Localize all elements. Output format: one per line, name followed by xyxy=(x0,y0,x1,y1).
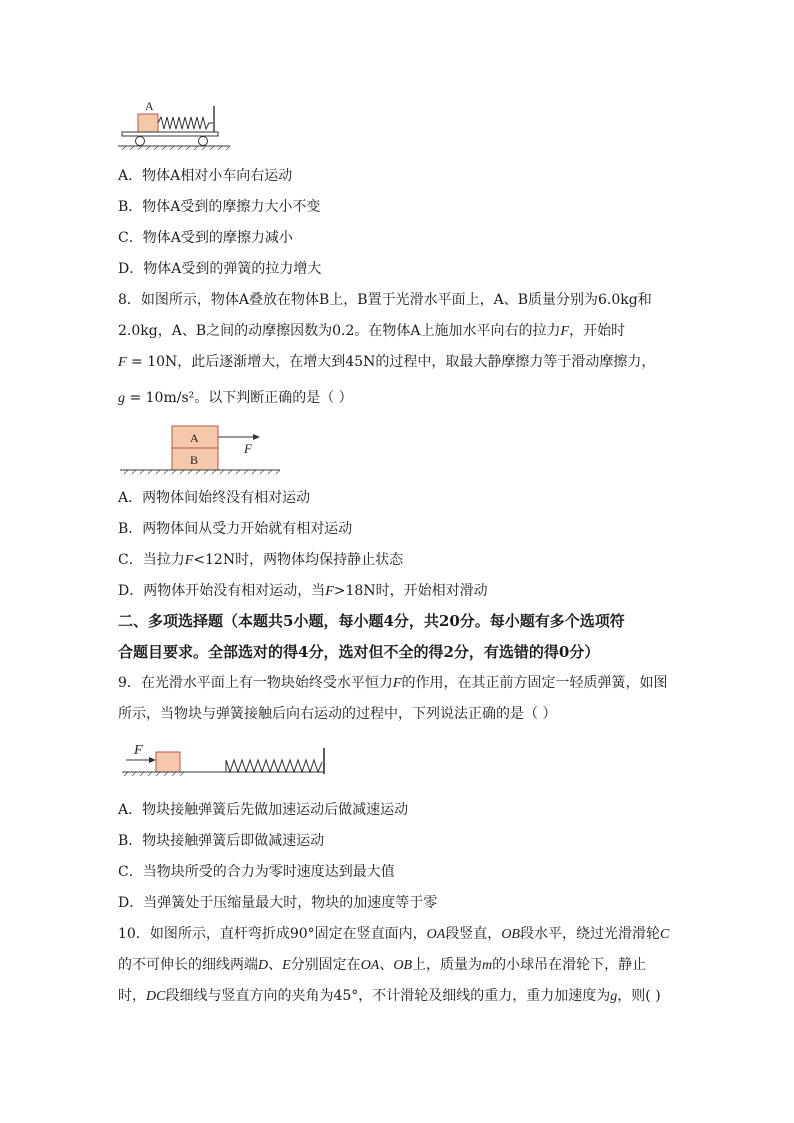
block-a xyxy=(138,114,158,132)
q10-var: g xyxy=(610,989,618,1004)
q8-text: 。以下判断正确的是（ ） xyxy=(194,390,353,406)
q9-option-a: A．物块接触弹簧后先做加速运动后做减速运动 xyxy=(118,802,409,818)
q8-force-value: = 10N xyxy=(126,354,178,370)
q10-var: m xyxy=(482,958,493,973)
q10-text: 上，质量为 xyxy=(412,957,483,973)
q10-var: OB xyxy=(501,927,520,942)
q10-text: 时， xyxy=(118,988,146,1004)
cart-wheel-right xyxy=(199,137,208,146)
q8-text: ，此后逐渐增大，在增大到45N的过程中，取最大静摩擦力等于滑动摩擦力， xyxy=(177,354,656,370)
spring xyxy=(158,117,213,129)
q8-mass-a: 6.0kg xyxy=(598,292,638,308)
q10-stem-line3 xyxy=(118,986,661,1007)
ground-hatch xyxy=(124,470,280,474)
q10-var: C xyxy=(659,927,670,942)
q8-option-b: B．两物体间从受力开始就有相对运动 xyxy=(118,521,353,537)
q10-var: OA xyxy=(426,927,446,942)
fig7-label-a: A xyxy=(145,99,154,113)
q8-stem-line1 xyxy=(118,290,652,310)
q8-stem-line3 xyxy=(118,352,655,373)
fig8-label-f: F xyxy=(244,441,252,456)
q8-var-f: F xyxy=(560,324,570,339)
fig8-label-a: A xyxy=(190,431,199,445)
q8-option-c xyxy=(118,550,403,571)
q7-option-c: C．物体A受到的摩擦力减小 xyxy=(118,230,293,246)
q8-mass-b: 2.0kg xyxy=(118,323,158,339)
block xyxy=(156,752,180,772)
q8-g-value: = 10m/s² xyxy=(125,390,195,406)
q10-text: 的小球吊在滑轮下，静止 xyxy=(492,957,647,973)
q10-text: 、 xyxy=(268,957,283,973)
q9-option-c: C．当物块所受的合力为零时速度达到最大值 xyxy=(118,864,395,880)
q10-stem-line1 xyxy=(118,924,669,945)
q8-var-g: g xyxy=(118,391,125,406)
q10-var: OA xyxy=(360,958,380,973)
q8-stem-line2 xyxy=(118,321,625,342)
spring xyxy=(226,760,322,772)
q8-text: <12N时，两物体均保持静止状态 xyxy=(193,552,404,568)
q9-option-b: B．物块接触弹簧后即做减速运动 xyxy=(118,833,325,849)
figure-stacked-blocks xyxy=(118,422,288,476)
q8-option-a: A．两物体间始终没有相对运动 xyxy=(118,490,311,506)
section2-heading-line2: 合题目要求。全部选对的得4分，选对但不全的得2分，有选错的得0分） xyxy=(118,643,600,661)
force-arrow-head xyxy=(253,434,260,440)
q9-var-f: F xyxy=(392,676,402,691)
ground-hatch xyxy=(122,146,230,150)
q8-option-d xyxy=(118,581,488,602)
ground-hatch xyxy=(124,772,184,776)
fig8-label-b: B xyxy=(190,453,199,467)
q10-var: D xyxy=(258,958,269,973)
q10-stem-line2 xyxy=(118,955,646,976)
q10-text: 的不可伸长的细线两端 xyxy=(118,957,258,973)
force-arrow-head xyxy=(149,757,156,763)
q9-text: 的作用，在其正前方固定一轻质弹簧，如图 xyxy=(401,675,668,691)
q10-var: OB xyxy=(393,958,413,973)
q9-stem-line1 xyxy=(118,673,667,694)
q10-var: E xyxy=(282,958,291,973)
q10-text: 分别固定在 xyxy=(290,957,361,973)
q10-text: 10．如图所示，直杆弯折成90°固定在竖直面内， xyxy=(118,926,427,942)
figure-cart-spring xyxy=(118,96,238,154)
q8-text: ，开始时 xyxy=(569,323,626,339)
q9-option-d: D．当弹簧处于压缩量最大时，物块的加速度等于零 xyxy=(118,895,438,911)
section2-heading-line1: 二、多项选择题（本题共5小题，每小题4分，共20分。每小题有多个选项符 xyxy=(118,612,625,630)
q8-text: 8．如图所示，物体A叠放在物体B上，B置于光滑水平面上，A、B质量分别为 xyxy=(118,292,598,308)
q10-text: 段竖直， xyxy=(445,926,502,942)
q8-text: 。在物体A上施加水平向右的拉力 xyxy=(354,323,561,339)
fig9-label-f: F xyxy=(134,743,143,758)
q8-var-f: F xyxy=(325,584,334,599)
q7-option-d: D．物体A受到的弹簧的拉力增大 xyxy=(118,261,322,277)
cart-wheel-left xyxy=(136,137,145,146)
figure-block-spring xyxy=(118,738,330,788)
q10-text: 段水平，绕过光滑滑轮 xyxy=(519,926,660,942)
q8-text: C．当拉力 xyxy=(118,552,185,568)
q10-text: ，则( ) xyxy=(617,988,661,1004)
q8-var-f: F xyxy=(118,355,127,370)
q8-var-f: F xyxy=(184,553,194,568)
q8-text: D．两物体开始没有相对运动，当 xyxy=(118,583,326,599)
q9-stem-line2: 所示，当物块与弹簧接触后向右运动的过程中，下列说法正确的是（ ） xyxy=(118,706,557,722)
q10-var: DC xyxy=(146,989,166,1004)
cart-body xyxy=(122,132,218,136)
q7-option-a: A．物体A相对小车向右运动 xyxy=(118,168,293,184)
q8-text: ，A、B之间的动摩擦因数为 xyxy=(157,323,333,339)
q10-text: 段细线与竖直方向的夹角为45°，不计滑轮及细线的重力，重力加速度为 xyxy=(165,988,611,1004)
q8-mu: 0.2 xyxy=(332,323,355,339)
q7-option-b: B．物体A受到的摩擦力大小不变 xyxy=(118,199,321,215)
q8-text: 和 xyxy=(637,292,652,308)
q8-text: >18N时，开始相对滑动 xyxy=(333,583,488,599)
q9-text: 9．在光滑水平面上有一物块始终受水平恒力 xyxy=(118,675,393,691)
q8-stem-line4 xyxy=(118,388,353,409)
q10-text: 、 xyxy=(379,957,394,973)
